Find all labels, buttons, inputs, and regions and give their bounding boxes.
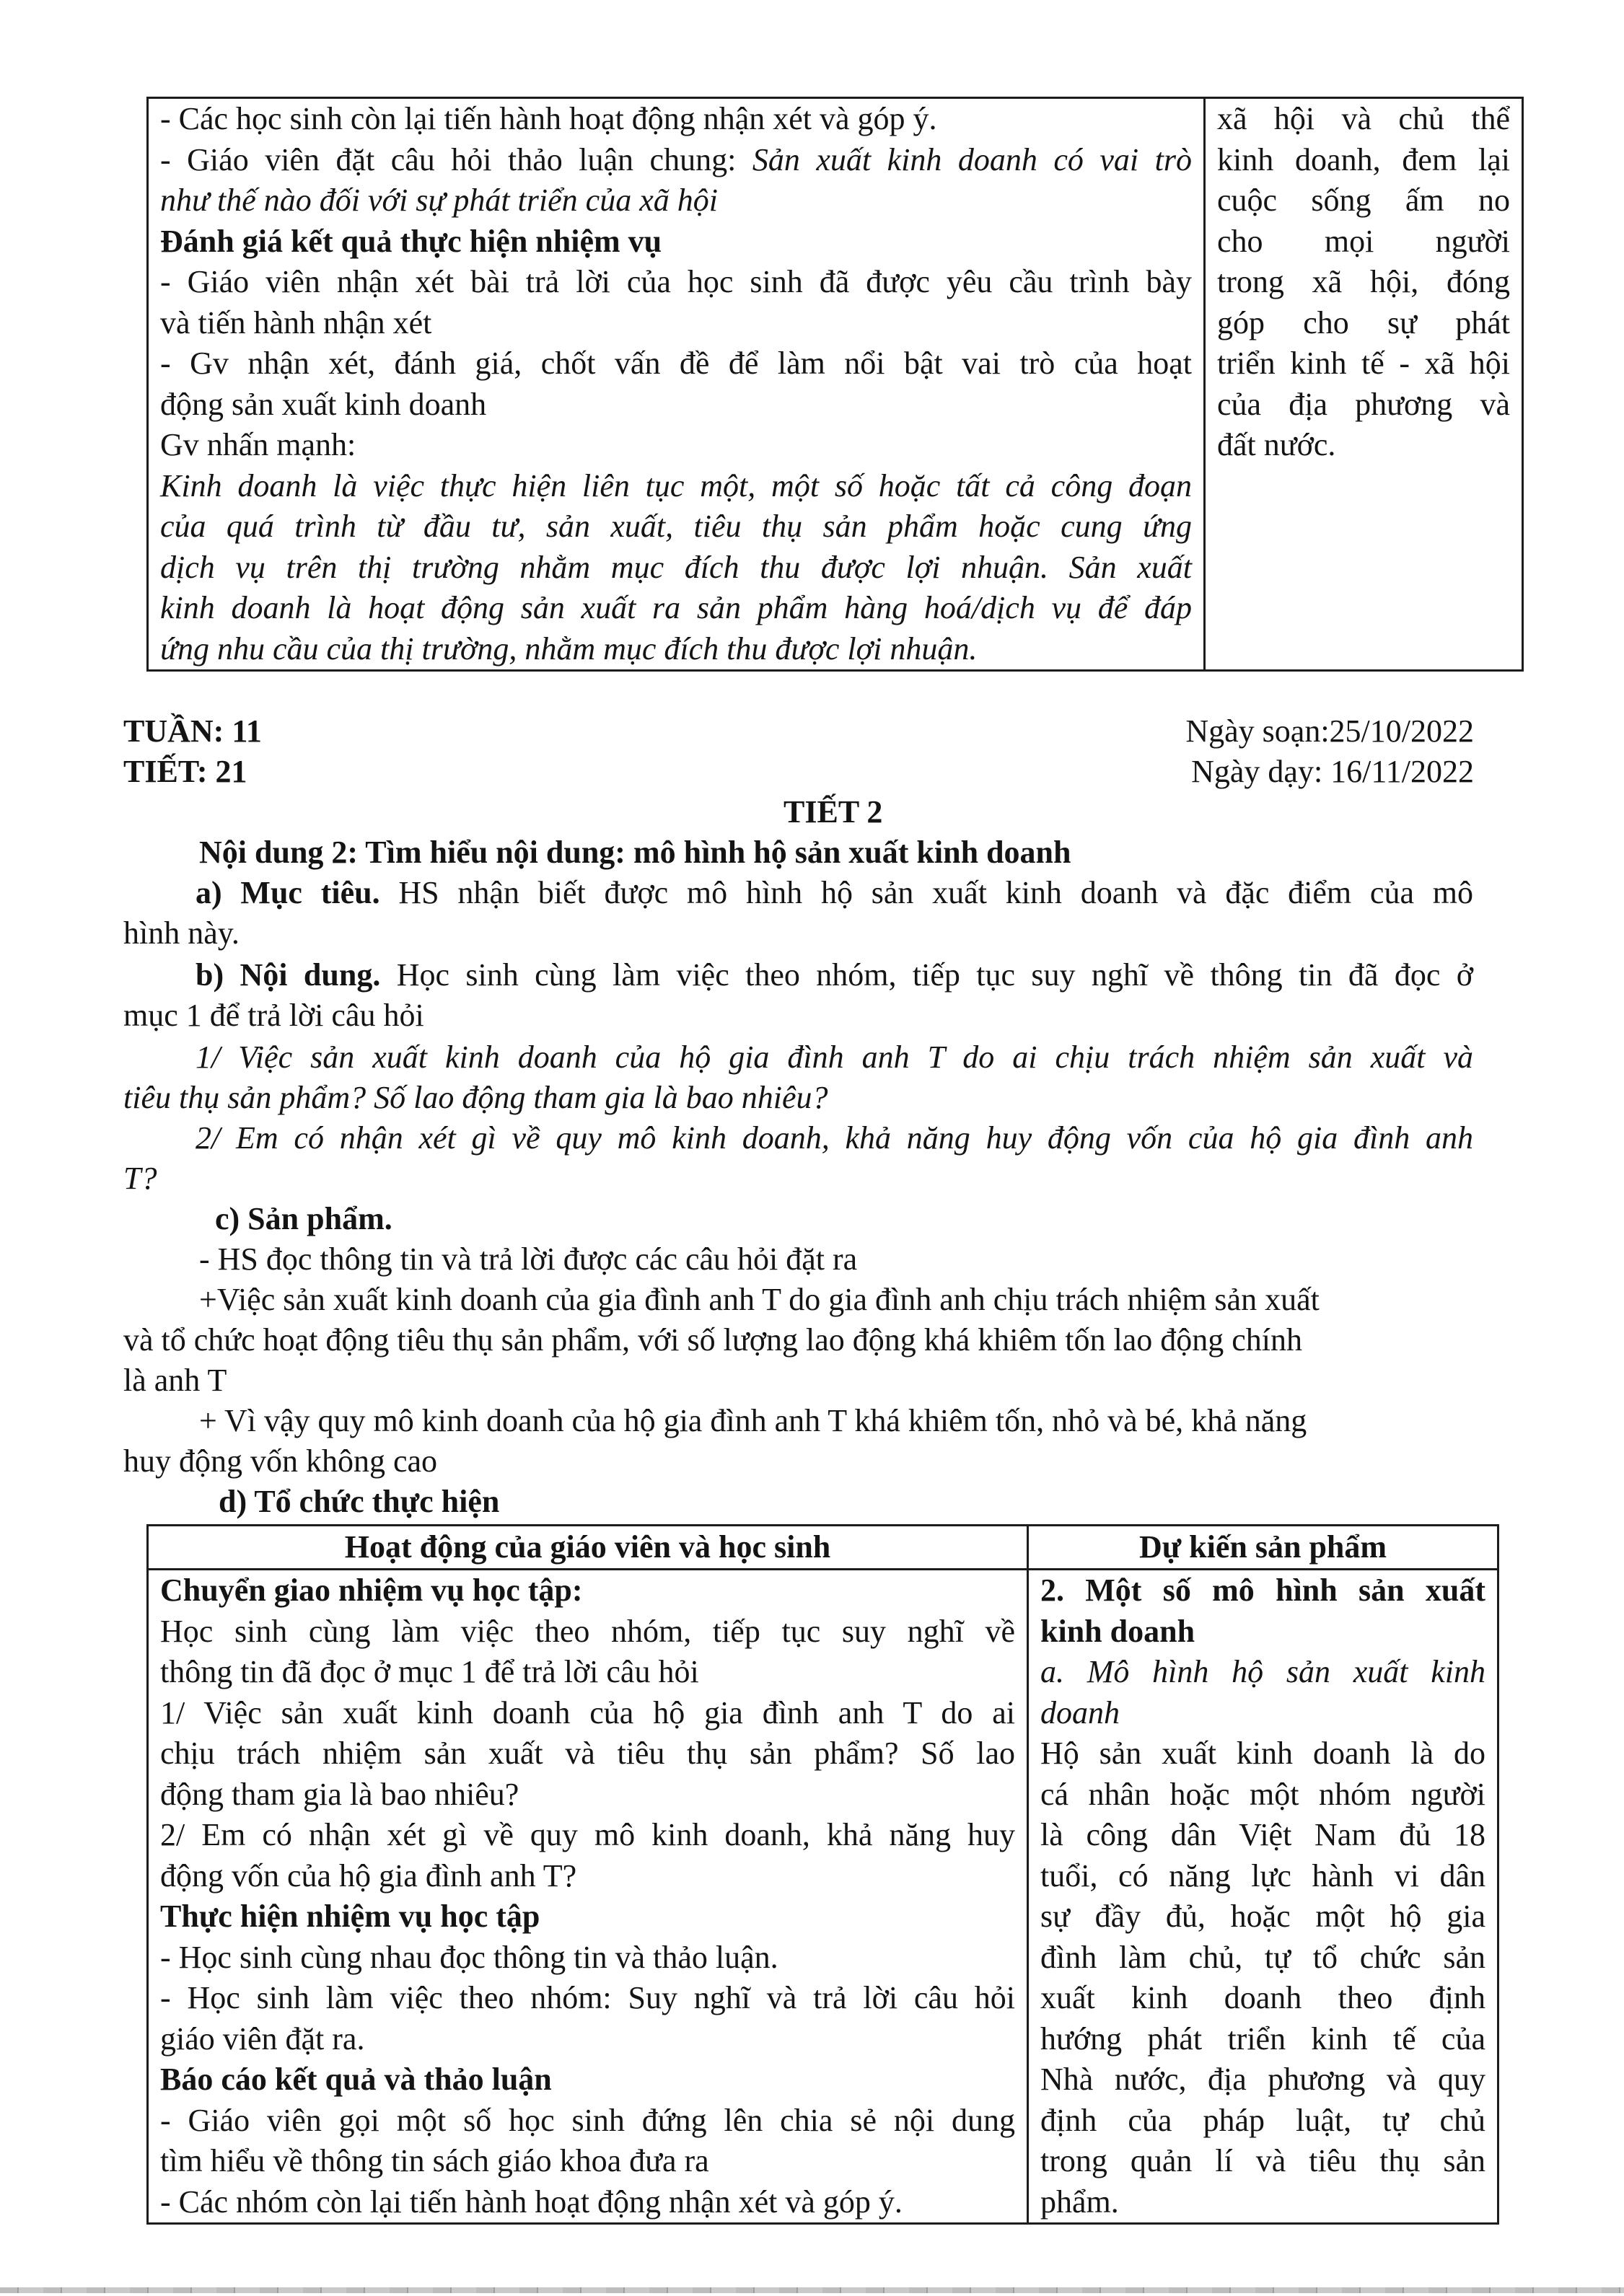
- top-left-line-text: như thế nào đối với sự phát triển của xã hội: [160, 182, 718, 218]
- top-left-line: [160, 629, 1192, 670]
- content-text-2: mục 1 để trả lời câu hỏi: [123, 998, 424, 1033]
- top-left-line: [160, 180, 1192, 221]
- bottom-left-line: - Giáo viên gọi một số học sinh đứng lên chia sẻ nội dung: [160, 2102, 1015, 2138]
- top-left-line-text: - Giáo viên đặt câu hỏi thảo luận chung:: [160, 141, 752, 177]
- bottom-right-line: xuất kinh doanh theo định: [1040, 1980, 1485, 2015]
- objective-text-2: hình này.: [123, 915, 240, 951]
- bottom-right-line: cá nhân hoặc một nhóm người: [1040, 1776, 1485, 1812]
- top-left-line-text: Gv nhấn mạnh:: [160, 427, 356, 462]
- top-table-left-content: [160, 99, 1192, 669]
- organization-label: d) Tổ chức thực hiện: [219, 1484, 500, 1519]
- top-left-line: [160, 99, 1192, 140]
- answer-1-line-3: là anh T: [123, 1363, 227, 1398]
- top-right-line: kinh doanh, đem lại: [1217, 141, 1510, 177]
- top-right-line: đất nước.: [1217, 427, 1336, 462]
- top-table-right-content: [1217, 99, 1510, 466]
- page-bottom-rule: [0, 2287, 1624, 2293]
- bottom-left-line: - Các nhóm còn lại tiến hành hoạt động nhận xét và góp ý.: [160, 2183, 903, 2220]
- top-left-line: [160, 384, 1192, 426]
- bottom-right-line: là công dân Việt Nam đủ 18: [1040, 1817, 1485, 1852]
- bottom-right-line: tuổi, có năng lực hành vi dân: [1040, 1857, 1485, 1893]
- bottom-left-line: thông tin đã đọc ở mục 1 để trả lời câu hỏi: [160, 1654, 699, 1689]
- bottom-left-line: giáo viên đặt ra.: [160, 2020, 365, 2057]
- product-label: c) Sản phẩm.: [215, 1201, 392, 1236]
- answer-1-line-2: và tổ chức hoạt động tiêu thụ sản phẩm, với số lượng lao động khá khiêm tốn lao động chính: [123, 1322, 1302, 1358]
- bottom-right-line: 2. Một số mô hình sản xuất: [1040, 1573, 1485, 1608]
- top-right-line: triển kinh tế - xã hội: [1217, 346, 1510, 381]
- top-left-line: [160, 506, 1192, 547]
- bottom-left-line: động vốn của hộ gia đình anh T?: [160, 1857, 577, 1893]
- bottom-table-left-content: [160, 1570, 1015, 2222]
- bottom-left-line: 1/ Việc sản xuất kinh doanh của hộ gia đình anh T do ai: [160, 1694, 1015, 1730]
- bottom-table-left-cell: [148, 1570, 1028, 2224]
- top-left-line-text: - Các học sinh còn lại tiến hành hoạt động nhận xét và góp ý.: [160, 101, 937, 136]
- bottom-left-line: - Học sinh làm việc theo nhóm: Suy nghĩ và trả lời câu hỏi: [160, 1980, 1015, 2015]
- bottom-right-line: doanh: [1040, 1694, 1120, 1730]
- content-line-1: [196, 956, 1473, 993]
- top-right-line: trong xã hội, đóng: [1217, 264, 1510, 299]
- col-header-expected-product: Dự kiến sản phẩm: [1028, 1526, 1498, 1570]
- objective-label: a) Mục tiêu.: [196, 875, 380, 910]
- teach-date: Ngày dạy: 16/11/2022: [1191, 754, 1474, 789]
- col-header-activities: Hoạt động của giáo viên và học sinh: [148, 1526, 1028, 1570]
- question-1-line-1: 1/ Việc sản xuất kinh doanh của hộ gia đình anh T do ai chịu trách nhiệm sản xuất và: [196, 1039, 1473, 1075]
- top-table-left-cell: [148, 98, 1205, 671]
- bottom-right-line: đình làm chủ, tự tổ chức sản: [1040, 1939, 1485, 1975]
- question-2-line-2: T?: [123, 1161, 157, 1196]
- top-left-line-text: - Gv nhận xét, đánh giá, chốt vấn đề để làm nổi bật vai trò của hoạt: [160, 346, 1192, 381]
- content-text-1: Học sinh cùng làm việc theo nhóm, tiếp tục suy nghĩ về thông tin đã đọc ở: [380, 957, 1473, 993]
- bottom-left-line: Chuyển giao nhiệm vụ học tập:: [160, 1573, 583, 1608]
- top-left-line: [160, 303, 1192, 344]
- top-left-line: [160, 588, 1192, 629]
- top-left-line-italic-tail: Sản xuất kinh doanh có vai trò: [752, 141, 1193, 177]
- bottom-right-line: kinh doanh: [1040, 1613, 1195, 1649]
- bottom-left-line: Báo cáo kết quả và thảo luận: [160, 2062, 552, 2097]
- lesson-title: TIẾT 2: [784, 794, 883, 830]
- top-left-line-text: Kinh doanh là việc thực hiện liên tục một, một số hoặc tất cả công đoạn: [160, 467, 1192, 503]
- bottom-left-line: 2/ Em có nhận xét gì về quy mô kinh doanh, khả năng huy: [160, 1817, 1015, 1852]
- bottom-activity-table: [146, 1524, 1499, 2225]
- bottom-right-line: Nhà nước, địa phương và quy: [1040, 2062, 1485, 2097]
- top-left-line-text: của quá trình từ đầu tư, sản xuất, tiêu thụ sản phẩm hoặc cung ứng: [160, 509, 1192, 544]
- top-right-line: cuộc sống ấm no: [1217, 182, 1510, 218]
- bottom-left-line: tìm hiểu về thông tin sách giáo khoa đưa ra: [160, 2143, 709, 2178]
- top-left-line: [160, 466, 1192, 507]
- bottom-left-line: động tham gia là bao nhiêu?: [160, 1776, 519, 1812]
- bottom-left-line: Thực hiện nhiệm vụ học tập: [160, 1899, 540, 1934]
- question-2-line-1: 2/ Em có nhận xét gì về quy mô kinh doanh, khả năng huy động vốn của hộ gia đình anh: [196, 1120, 1473, 1156]
- top-left-line-text: ứng nhu cầu của thị trường, nhằm mục đích thu được lợi nhuận.: [160, 630, 978, 667]
- answer-1-line-1: +Việc sản xuất kinh doanh của gia đình anh T do gia đình anh chịu trách nhiệm sản xuất: [199, 1282, 1320, 1317]
- bottom-right-line: Hộ sản xuất kinh doanh là do: [1040, 1736, 1485, 1771]
- prep-date: Ngày soạn:25/10/2022: [1185, 713, 1474, 749]
- product-line-1: - HS đọc thông tin và trả lời được các câu hỏi đặt ra: [199, 1241, 858, 1277]
- objective-text-1: HS nhận biết được mô hình hộ sản xuất kinh doanh và đặc điểm của mô: [379, 875, 1473, 910]
- top-right-line: của địa phương và: [1217, 386, 1510, 422]
- objective-line-1: [196, 874, 1473, 911]
- answer-2-line-2: huy động vốn không cao: [123, 1443, 438, 1479]
- top-left-line: [160, 343, 1192, 384]
- top-left-line-text: dịch vụ trên thị trường nhằm mục đích thu được lợi nhuận. Sản xuất: [160, 549, 1192, 585]
- bottom-table-right-content: [1040, 1570, 1485, 2222]
- top-left-line-text: Đánh giá kết quả thực hiện nhiệm vụ: [160, 223, 662, 259]
- bottom-left-line: - Học sinh cùng nhau đọc thông tin và thảo luận.: [160, 1939, 778, 1975]
- period-label: TIẾT: 21: [123, 754, 247, 789]
- bottom-table-right-cell: [1028, 1570, 1498, 2224]
- bottom-left-line: Học sinh cùng làm việc theo nhóm, tiếp tục suy nghĩ về: [160, 1613, 1015, 1649]
- answer-2-line-1: + Vì vậy quy mô kinh doanh của hộ gia đình anh T khá khiêm tốn, nhỏ và bé, khả năng: [199, 1403, 1307, 1438]
- top-right-line: góp cho sự phát: [1217, 304, 1510, 340]
- bottom-right-line: hướng phát triển kinh tế của: [1040, 2020, 1485, 2057]
- top-left-line: [160, 547, 1192, 589]
- week-label: TUẦN: 11: [123, 713, 262, 749]
- section-title: Nội dung 2: Tìm hiểu nội dung: mô hình hộ sản xuất kinh doanh: [199, 835, 1071, 870]
- top-activity-table: [146, 97, 1524, 672]
- content-label: b) Nội dung.: [196, 957, 381, 993]
- bottom-right-line: phẩm.: [1040, 2183, 1119, 2220]
- top-left-line: [160, 425, 1192, 466]
- top-table-right-cell: [1205, 98, 1523, 671]
- bottom-right-line: trong quản lí và tiêu thụ sản: [1040, 2143, 1485, 2178]
- top-left-line: [160, 262, 1192, 303]
- top-left-line-text: kinh doanh là hoạt động sản xuất ra sản phẩm hàng hoá/dịch vụ để đáp: [160, 590, 1192, 625]
- top-right-line: xã hội và chủ thể: [1217, 101, 1510, 136]
- question-1-line-2: tiêu thụ sản phẩm? Số lao động tham gia là bao nhiêu?: [123, 1080, 828, 1115]
- top-right-line: cho mọi người: [1217, 223, 1510, 259]
- top-left-line-text: - Giáo viên nhận xét bài trả lời của học sinh đã được yêu cầu trình bày: [160, 264, 1192, 299]
- top-left-line-text: và tiến hành nhận xét: [160, 304, 432, 340]
- bottom-right-line: sự đầy đủ, hoặc một hộ gia: [1040, 1899, 1485, 1934]
- bottom-right-line: định của pháp luật, tự chủ: [1040, 2102, 1485, 2138]
- top-left-line: [160, 221, 1192, 263]
- top-left-line: [160, 140, 1192, 181]
- bottom-left-line: chịu trách nhiệm sản xuất và tiêu thụ sản phẩm? Số lao: [160, 1736, 1015, 1771]
- bottom-right-line: a. Mô hình hộ sản xuất kinh: [1040, 1654, 1485, 1689]
- top-left-line-text: động sản xuất kinh doanh: [160, 386, 487, 422]
